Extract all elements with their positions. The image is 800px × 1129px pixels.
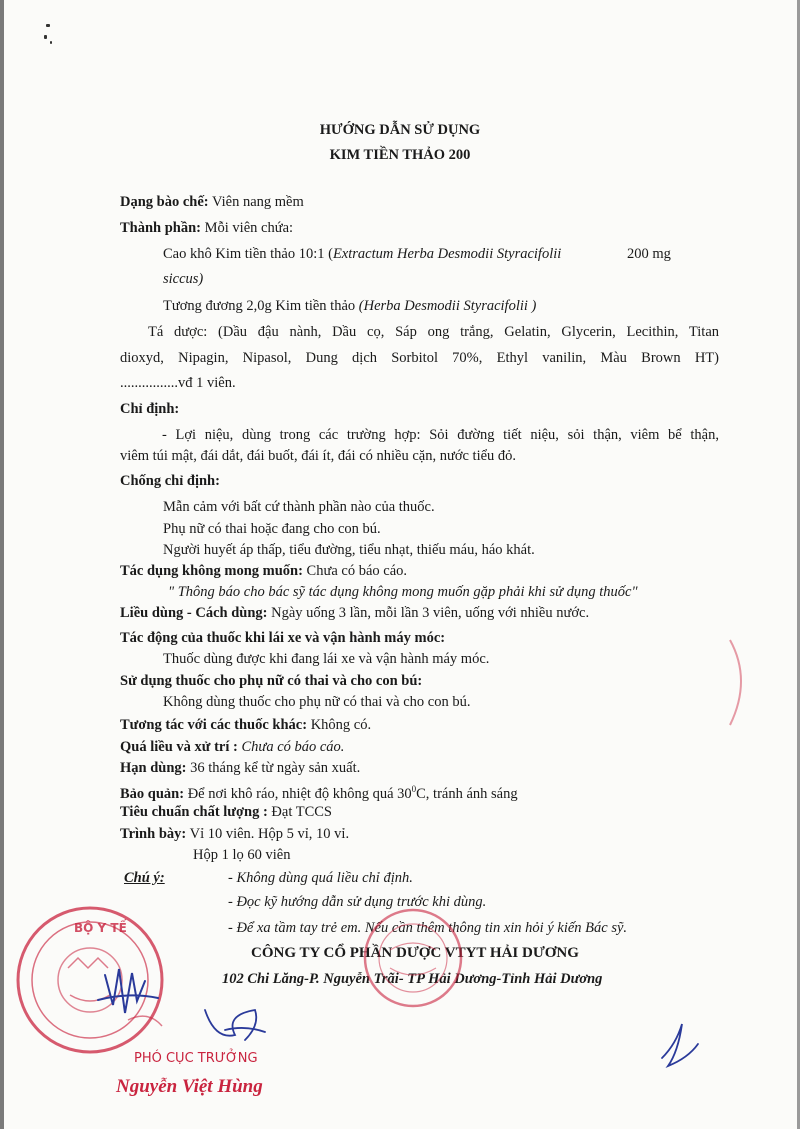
composition-item-1-latin-cont: siccus) (163, 271, 204, 287)
driving-label: Tác động của thuốc khi lái xe và vận hành máy móc: (120, 630, 446, 646)
standard-value: Đạt TCCS (271, 804, 332, 820)
excipients-line-3: ................vđ 1 viên. (120, 375, 236, 391)
stamp-rank: PHÓ CỤC TRƯỞNG (134, 1051, 258, 1066)
composition-item-1-text: Cao khô Kim tiền thảo 10:1 ( (163, 246, 333, 262)
composition-item-2-text: Tương đương 2,0g Kim tiền thảo (163, 298, 359, 314)
indications-line-1: - Lợi niệu, dùng trong các trường hợp: Sỏi đường tiết niệu, sỏi thận, viêm bể thận, (162, 427, 719, 443)
document-title: HƯỚNG DẪN SỬ DỤNG (319, 122, 481, 138)
packaging-line-2: Hộp 1 lọ 60 viên (193, 847, 291, 863)
stamp-signer-name: Nguyễn Việt Hùng (116, 1076, 263, 1097)
company-address: 102 Chi Lăng-P. Nguyễn Trãi- TP Hải Dương-Tỉnh Hải Dương (222, 971, 603, 987)
dosage-form-value: Viên nang mềm (212, 194, 304, 210)
packaging-label: Trình bày: (120, 826, 187, 842)
dosage-value: Ngày uống 3 lần, mỗi lần 3 viên, uống với nhiều nước. (271, 605, 590, 621)
company-stamp (365, 910, 461, 1006)
pregnancy-label: Sử dụng thuốc cho phụ nữ có thai và cho con bú: (120, 673, 423, 689)
storage-value-pre: Để nơi khô ráo, nhiệt độ không quá 30 (187, 785, 412, 802)
indications-label: Chỉ định: (120, 401, 180, 417)
contraindication-item: Mẫn cảm với bất cứ thành phần nào của thuốc. (163, 499, 435, 515)
composition-item-1-latin: Extractum Herba Desmodii Styracifolii (332, 246, 562, 262)
pregnancy-value: Không dùng thuốc cho phụ nữ có thai và cho con bú. (163, 694, 471, 710)
excipients-line-1: Tá dược: (Dầu đậu nành, Dầu cọ, Sáp ong trắng, Gelatin, Glycerin, Lecithin, Titan (148, 324, 719, 340)
overdose-value: Chưa có báo cáo. (241, 739, 345, 755)
interactions-value: Không có. (310, 717, 372, 733)
standard-label: Tiêu chuẩn chất lượng : (120, 804, 268, 820)
side-effects-note: " Thông báo cho bác sỹ tác dụng không mong muốn gặp phải khi sử dụng thuốc" (168, 584, 638, 600)
official-stamp-left (18, 908, 162, 1052)
side-seal (730, 640, 741, 725)
interactions-label: Tương tác với các thuốc khác: (120, 717, 308, 733)
shelf-life-label: Hạn dùng: (120, 760, 187, 776)
contraindication-item: Người huyết áp thấp, tiểu đường, tiểu nhạt, thiếu máu, háo khát. (163, 542, 535, 558)
notes-label: Chú ý: (124, 870, 165, 886)
side-effects-label: Tác dụng không mong muốn: (120, 563, 303, 579)
storage-value-post: C, tránh ánh sáng (416, 785, 518, 802)
note-item: - Để xa tầm tay trẻ em. Nếu cần thêm thông tin xin hỏi ý kiến Bác sỹ. (228, 920, 628, 936)
packaging-value: Vỉ 10 viên. Hộp 5 vỉ, 10 vỉ. (189, 826, 350, 842)
stamp-ring-text: BỘ Y TẾ (74, 921, 127, 935)
storage-degree: 0 (411, 784, 417, 794)
storage-label: Bảo quản: (120, 785, 185, 802)
composition-label: Thành phần: (120, 220, 202, 236)
shelf-life-value: 36 tháng kể từ ngày sản xuất. (190, 760, 361, 776)
indications-line-2: viêm túi mật, đái dắt, đái buốt, đái ít, đái có nhiều cặn, nước tiểu đỏ. (120, 448, 517, 464)
composition-value: Mỗi viên chứa: (204, 220, 294, 236)
dosage-label: Liều dùng - Cách dùng: (120, 605, 268, 621)
note-item: - Không dùng quá liều chỉ định. (228, 870, 413, 886)
side-effects-value: Chưa có báo cáo. (306, 563, 408, 579)
composition-item-1-amount: 200 mg (627, 246, 671, 262)
note-item: - Đọc kỹ hướng dẫn sử dụng trước khi dùng. (228, 894, 487, 910)
contraindications-label: Chống chỉ định: (120, 473, 220, 489)
product-name: KIM TIỀN THẢO 200 (329, 147, 471, 163)
signature-right (662, 1024, 698, 1066)
signature-middle (205, 1010, 265, 1040)
driving-value: Thuốc dùng được khi đang lái xe và vận hành máy móc. (163, 651, 490, 667)
company-name: CÔNG TY CỔ PHẦN DƯỢC VTYT HẢI DƯƠNG (251, 945, 579, 961)
excipients-line-2: dioxyd, Nipagin, Nipasol, Dung dịch Sorbitol 70%, Ethyl vanilin, Màu Brown HT) (120, 350, 719, 366)
overdose-label: Quá liều và xử trí : (120, 739, 238, 755)
composition-item-2-latin: (Herba Desmodii Styracifolii ) (358, 298, 537, 314)
dosage-form-label: Dạng bào chế: (120, 194, 209, 210)
contraindication-item: Phụ nữ có thai hoặc đang cho con bú. (163, 521, 381, 537)
